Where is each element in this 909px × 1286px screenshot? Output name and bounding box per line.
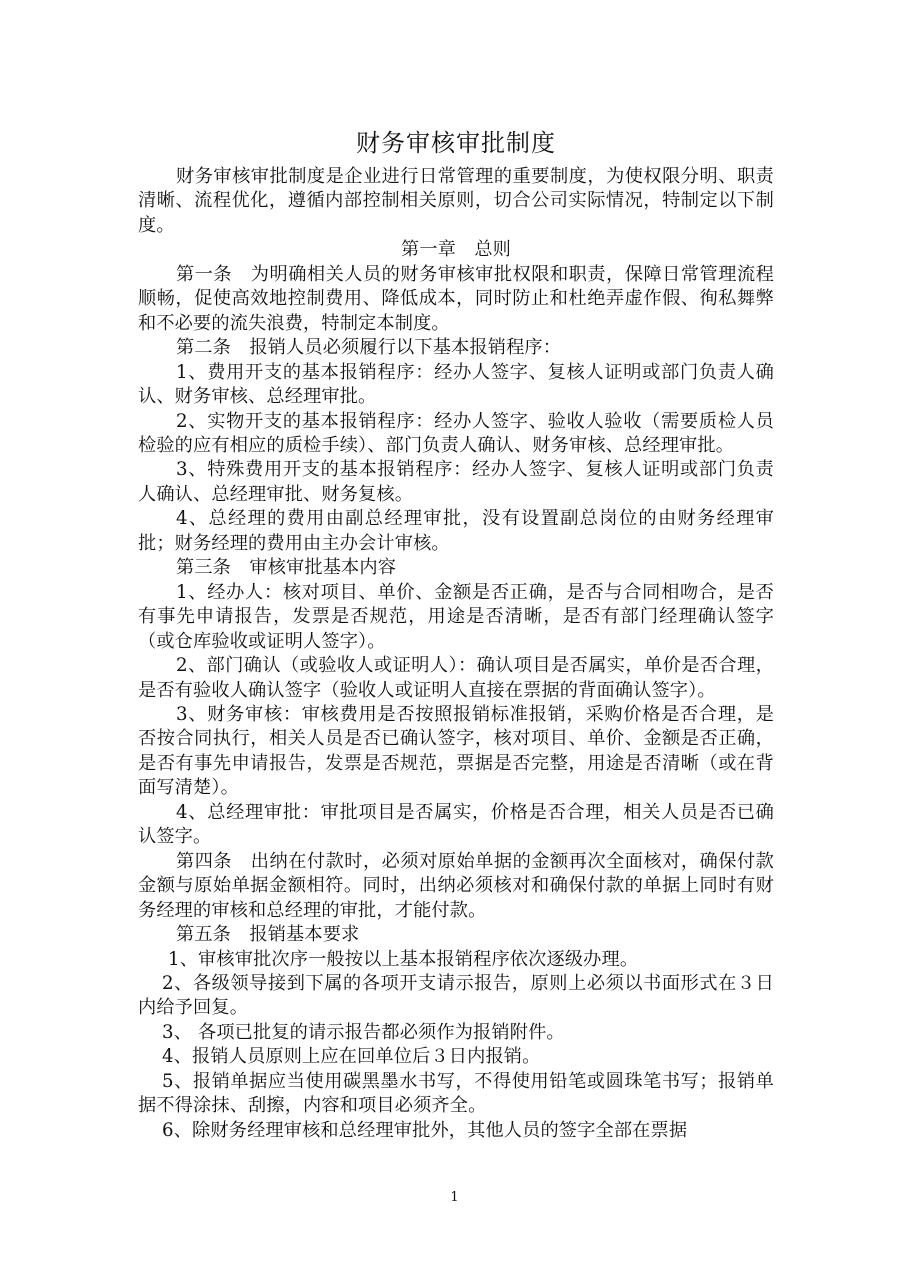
article-5-item: 5、报销单据应当使用碳黑墨水书写，不得使用铅笔或圆珠笔书写；报销单据不得涂抹、刮擦，内容和项目必须齐全。 <box>138 1070 774 1117</box>
document-title: 财务审核审批制度 <box>356 129 556 157</box>
article-2-heading: 第二条 报销人员必须履行以下基本报销程序： <box>176 337 562 359</box>
article-3-item: 3、财务审核：审核费用是否按照报销标准报销，采购价格是否合理，是否按合同执行，相关人员是否已确认签字，核对项目、单价、金额是否正确，是否有事先申请报告，发票是否规范，票据是否完整，用途是否清晰（或在背面写清楚）。 <box>138 703 774 799</box>
page-number: 1 <box>450 1190 459 1205</box>
article-5-heading: 第五条 报销基本要求 <box>176 924 360 946</box>
article-2-item: 3、特殊费用开支的基本报销程序：经办人签字、复核人证明或部门负责人确认、总经理审批、财务复核。 <box>138 459 774 505</box>
article-3-heading: 第三条 审核审批基本内容 <box>176 557 397 579</box>
article-5-item: 2、各级领导接到下属的各项开支请示报告，原则上必须以书面形式在３日内给予回复。 <box>138 972 774 1019</box>
article-3-item: 1、经办人：核对项目、单价、金额是否正确，是否与合同相吻合，是否有事先申请报告，发票是否规范，用途是否清晰，是否有部门经理确认签字（或仓库验收或证明人签字）。 <box>138 581 774 652</box>
article-5-item: 1、审核审批次序一般按以上基本报销程序依次逐级办理。 <box>168 948 639 970</box>
article-2-item: 4、总经理的费用由副总经理审批，没有设置副总岗位的由财务经理审批；财务经理的费用由主办会计审核。 <box>138 508 774 554</box>
article-4: 第四条 出纳在付款时，必须对原始单据的金额再次全面核对，确保付款金额与原始单据金额相符。同时，出纳必须核对和确保付款的单据上同时有财务经理的审核和总经理的审批，才能付款。 <box>138 850 774 921</box>
intro-paragraph: 财务审核审批制度是企业进行日常管理的重要制度，为使权限分明、职责清晰、流程优化，遵循内部控制相关原则，切合公司实际情况，特制定以下制度。 <box>138 166 774 236</box>
article-2-item: 1、费用开支的基本报销程序：经办人签字、复核人证明或部门负责人确认、财务审核、总经理审批。 <box>138 361 774 408</box>
article-5-item: 4、报销人员原则上应在回单位后３日内报销。 <box>162 1046 541 1068</box>
article-5-item: 3、 各项已批复的请示报告都必须作为报销附件。 <box>162 1021 565 1043</box>
article-2-item: 2、实物开支的基本报销程序：经办人签字、验收人验收（需要质检人员检验的应有相应的质检手续）、部门负责人确认、财务审核、总经理审批。 <box>138 410 774 456</box>
article-5-item: 6、除财务经理审核和总经理审批外，其他人员的签字全部在票据 <box>162 1119 688 1141</box>
document-body <box>138 128 774 1143</box>
article-1: 第一条 为明确相关人员的财务审核审批权限和职责，保障日常管理流程顺畅，促使高效地控制费用、降低成本，同时防止和杜绝弄虚作假、徇私舞弊和不必要的流失浪费，特制定本制度。 <box>138 263 774 334</box>
chapter-heading: 第一章 总则 <box>400 239 512 261</box>
article-3-item: 4、总经理审批：审批项目是否属实，价格是否合理，相关人员是否已确认签字。 <box>138 801 774 848</box>
article-3-item: 2、部门确认（或验收人或证明人）：确认项目是否属实，单价是否合理，是否有验收人确认签字（验收人或证明人直接在票据的背面确认签字）。 <box>138 655 774 701</box>
